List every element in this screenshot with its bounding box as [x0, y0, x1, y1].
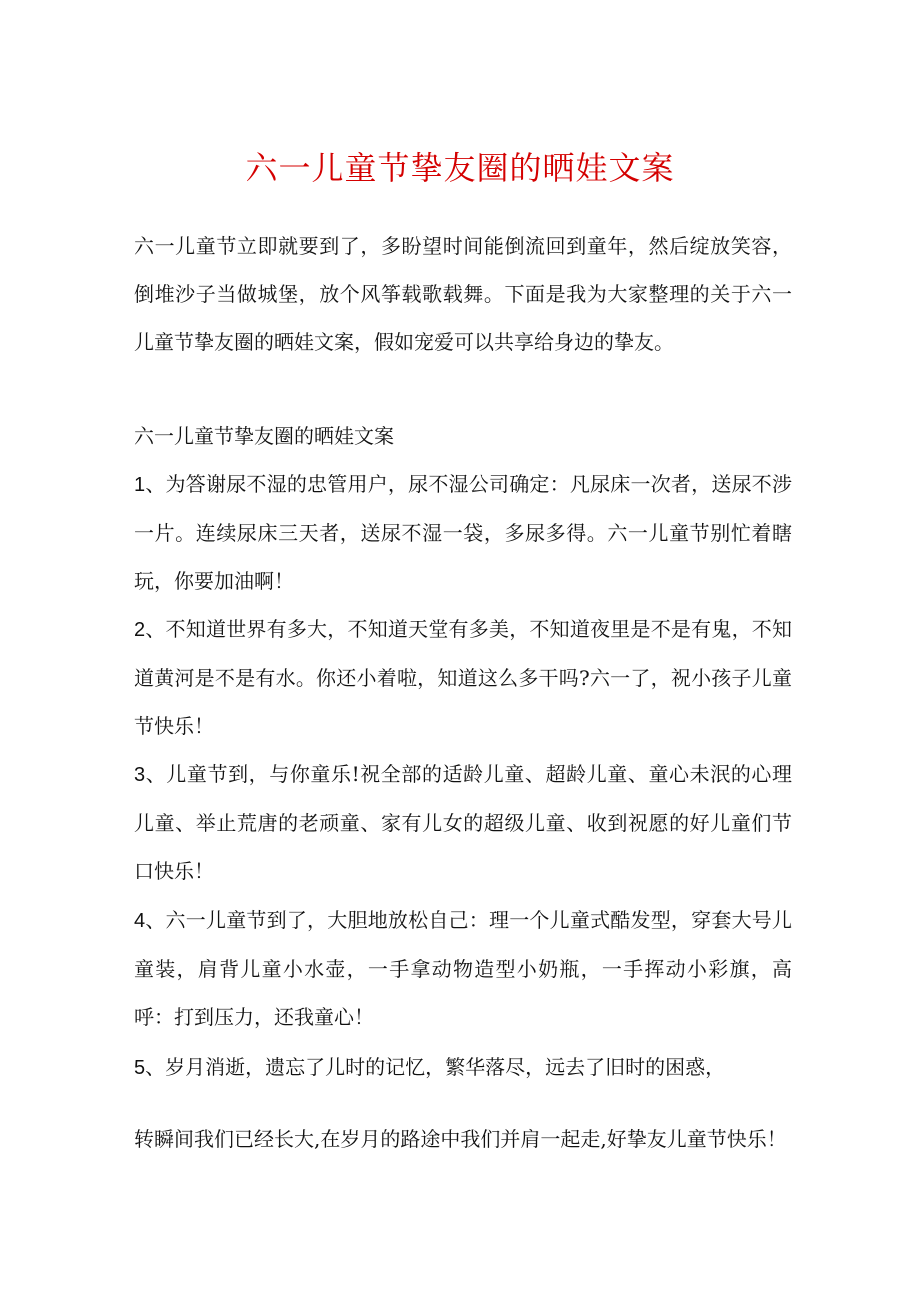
list-item: [134, 605, 792, 750]
closing-paragraph: 转瞬间我们已经长大,在岁月的路途中我们并肩一起走,好挚友儿童节快乐！: [134, 1127, 787, 1151]
list-item-number: 2: [134, 619, 146, 641]
list-item-text: 、六一儿童节到了，大胆地放松自己：理一个儿童式酷发型，穿套大号儿童装，肩背儿童小水壶，一手拿动物造型小奶瓶，一手挥动小彩旗，高呼：打到压力，还我童心！: [134, 908, 792, 1029]
list-item-number: 3: [134, 764, 146, 786]
list-item-number: 4: [134, 910, 146, 932]
list-item-text: 、不知道世界有多大，不知道天堂有多美，不知道夜里是不是有鬼，不知道黄河是不是有水。你还小着啦，知道这么多干吗?六一了，祝小孩子儿童节快乐！: [134, 617, 792, 738]
document-title: 六一儿童节挚友圈的晒娃文案: [245, 149, 675, 187]
section-subheading: 六一儿童节挚友圈的晒娃文案: [134, 424, 394, 448]
list-item: [134, 1043, 792, 1092]
list-item: [134, 460, 792, 605]
list-item-text: 、岁月消逝，遗忘了儿时的记忆，繁华落尽，远去了旧时的困惑，: [145, 1055, 726, 1079]
list-item: [134, 750, 792, 895]
list-item: [134, 896, 792, 1041]
list-item-text: 、儿童节到，与你童乐!祝全部的适龄儿童、超龄儿童、童心未泯的心理儿童、举止荒唐的老顽童、家有儿女的超级儿童、收到祝愿的好儿童们节口快乐！: [134, 762, 792, 883]
list-item-text: 、为答谢尿不湿的忠管用户，尿不湿公司确定：凡尿床一次者，送尿不涉一片。连续尿床三天者，送尿不湿一袋，多尿多得。六一儿童节别忙着瞎玩，你要加油啊！: [134, 472, 792, 593]
intro-paragraph: 六一儿童节立即就要到了，多盼望时间能倒流回到童年，然后绽放笑容，倒堆沙子当做城堡，放个风筝载歌载舞。下面是我为大家整理的关于六一儿童节挚友圈的晒娃文案，假如宠爱可以共享给身边的挚友。: [134, 234, 792, 354]
list-item-number: 1: [134, 474, 146, 496]
list-item-number: 5: [134, 1057, 146, 1079]
